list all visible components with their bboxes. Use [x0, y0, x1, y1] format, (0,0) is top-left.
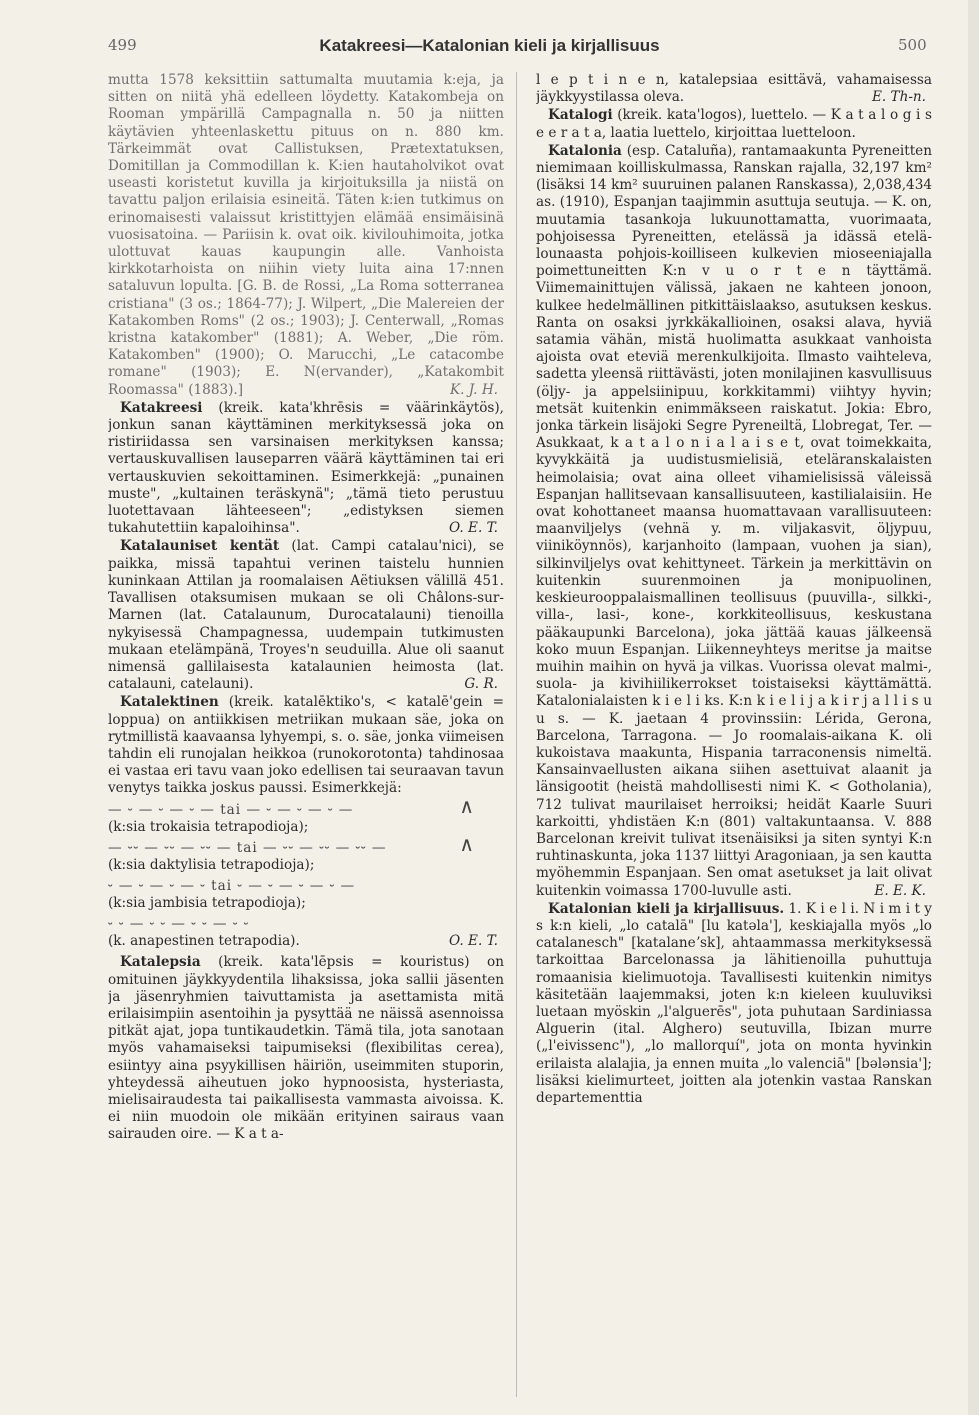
entry-katalauniset-kentat: Katalauniset kentät (lat. Campi catalau'nici), se paikka, missä tapahtui verinen taistelu hunnien kuninkaan Attilan ja roomalaisen Aëtiuksen välillä 451. Tavallisen otaksumisen mukaan se oli Châlons-sur-Marnen (lat. Catalaunum, Durocatalauni) tienoilla nykyisessä Champagnessa, uudempain tutkimusten mukaan etelämpänä, Troyes'n seuduilla. Alue oli saanut nimensä gallilaisesta katalaunien heimosta (lat. catalauni, catelauni). G. R.: [108, 538, 504, 693]
caret-icon: ∧: [459, 793, 474, 818]
meter-caption-1: (k:sia trokaisia tetrapodioja);: [108, 818, 309, 835]
meter-caption-4: (k. anapestinen tetrapodia). O. E. T.: [108, 933, 504, 950]
entry-katalektinen: Katalektinen (kreik. katalēktiko's, < katalē'gein = loppua) on antiikkisen metriikan mukaan säe, joka on rytmillistä kaavaansa lyhyempi, s. o. säe, jonka viimeisen tahdin eli runojalan heikkoa (runokorotonta) tahdinosaa ei vastaa eri tavu vaan joko edellisen tai seuraavan tavun venytys taikka joskus paussi. Esimerkkejä:: [108, 694, 504, 797]
author-signature: E. Th-n.: [871, 89, 926, 106]
caret-icon: ∧: [459, 831, 474, 856]
page-number-right: 500: [898, 36, 927, 54]
meter-caption-3: (k:sia jambisia tetrapodioja);: [108, 894, 306, 911]
running-title: Katakreesi—Katalonian kieli ja kirjallisuus: [319, 36, 660, 55]
meter-example-1: — ⏑ — ⏑ — ⏑ — tai — ⏑ — ⏑ — ⏑ — ∧: [108, 793, 474, 818]
headword: Katalonia: [548, 142, 622, 159]
page-edge: [968, 0, 979, 1415]
meter-example-2: — ⏑⏑ — ⏑⏑ — ⏑⏑ — tai — ⏑⏑ — ⏑⏑ — ⏑⏑ — ∧: [108, 831, 474, 856]
author-signature: K. J. H.: [449, 381, 498, 398]
katalepsia-continuation: l e p t i n e n, katalepsiaa esittävä, vahamaisessa jäykkyystilassa oleva. E. Th-n.: [536, 72, 932, 106]
meter-example-4: ⏑ ⏑ — ⏑ ⏑ — ⏑ ⏑ — ⏑ ⏑: [108, 916, 250, 933]
headword: Katalogi: [548, 107, 613, 124]
entry-katakreesi: Katakreesi (kreik. kata'khrēsis = väärinkäytös), jonkun sanan käyttäminen merkityksessä joka on ristiriidassa sen varsinaisen merkityksen kanssa; vertauskuvallisen lauseparren väärä käyttäminen tai eri vertauskuvien sekoittaminen. Esimerkkejä: „punainen muste", „kultainen teräskynä"; „tämä tieto perustuu luotettavaan lähteeseen"; „edistyksen siemen tukahutettiin kapaloihinsa". O. E. T.: [108, 399, 504, 537]
article-continuation: mutta 1578 keksittiin sattumalta muutamia k:eja, ja sitten on niitä yhä edelleen löydetty. Katakombeja on Rooman ympärillä Campagnalla n. 50 ja niitten käytävien yhteenlaskettu pituus on n. 880 km. Tärkeimmät ovat Callistuksen, Prætextatuksen, Domitillan ja Commodillan k. K:ien hautaholvikot ovat useasti koristetut kuvilla ja kirjoituksilla ja niistä on tavattu paljon erilaisia esineitä. Täten k:ien tutkimus on erinomaisesti valaissut kristittyjen elämää ensimäisinä vuosisatoina. — Pariisin k. ovat oik. kivilouhimoita, jotka ulottuvat kauas kaupungin alle. Vanhoista kirkkotarhoista on niihin viety luita aina 17:nnen sataluvun lopulta. [G. B. de Rossi, „La Roma sotterranea cristiana" (3 os.; 1864-77); J. Wilpert, „Die Malereien der Katakomben Roms" (2 os.; 1903); J. Centerwall, „Romas kristna katakomber" (1881); A. Weber, „Die röm. Katakomben" (1900); O. Marucchi, „Le catacombe romane" (1903); E. N(ervander), „Katakombit Roomassa" (1883).] K. J. H.: [108, 72, 504, 398]
entry-katalonian-kieli: Katalonian kieli ja kirjallisuus. 1. K i e l i. N i m i t y s k:n kieli, „lo catalā" [lu katəla'], keskiajalla myös „lo catalanesch" [katalaneʼsk], ahtaammassa merkityksessä tarkoittaa Barcelonassa ja lähitienoilla puhuttuja romaanisia kielimuotoja. Tavallisesti kuitenkin nimitys käsitetään laajemmaksi, joten k:n kieleen kuuluviksi luetaan myöskin „l'alguerēs", jota puhutaan Sardiniassa Alguerin (ital. Alghero) seutuvilla, Ibizan murre („l'eivissenc"), „lo mallorquí", jota on monta hyvinkin erilaista alalajia, ja ennen muita „lo valenciā" [bələnsia']; lisäksi kielimurteet, joitten ala jotenkin vastaa Ranskan departementtia: [536, 900, 932, 1106]
right-column: [536, 72, 932, 1402]
entry-katalonia: Katalonia (esp. Cataluña), rantamaakunta Pyreneitten niemimaan koilliskulmassa, Ranskan rajalla, 32,197 km² (lisäksi 14 km² suuruinen palanen Ranskassa), 2,038,434 as. (1910), Espanjan taajimmin asuttuja seutuja. — K. on, muutamia tasankoja lukuunottamatta, vuorimaata, pohjoisessa Pyreneitten, etelässä ja idässä etelä-lounaasta pohjois-koilliseen kulkevien mioseeniajalla poimettuneitten K:n v u o r t e n täyttämä. Viimemainittujen välissä, jakaen ne kahteen jonoon, kulkee hedelmällinen pitkittäislaakso, asutuksen keskus. Ranta on osaksi jyrkkäkallioinen, osaksi alava, hyviä satamia vähän, mistä huolimatta asukkaat vanhoista ajoista ovat eteviä merenkulkijoita. Ilmasto vaihteleva, sadetta yleensä riittävästi, joten monilajinen kasvullisuus (öljy- ja appelsiinipuu, korkkitammi) viihtyy hyvin; metsät kuitenkin enimmäkseen raiskatut. Jokia: Ebro, jonka tärkein lisäjoki Segre Pyreneiltä, Llobregat, Ter. — Asukkaat, k a t a l o n i a l a i s e t, ovat toimekkaita, kyvykkäitä ja uudistusmielisiä, eteläranskalaisten heimolaisia; ovat aina olleet vihamielisissä väleissä Espanjan hallitsevaan kansallisuuteen, kastilialaisiin. He ovat kohottaneet maansa huomattavaan varallisuuteen: maanviljelys (vehnä y. m. viljakasvit, öljypuu, viiniköynnös), karjanhoito (lampaan, vuohen ja sian), silkinviljelys ovat kehittyneet. Tärkein ja merkittävin on kuitenkin suurenmoinen ja monipuolinen, keskieurooppalaismallinen teollisuus (puuvilla-, silkki-, villa-, lasi-, kone-, korkkiteollisuus, keskustana pääkaupunki Barcelona), joka jättää kauas jälkeensä koko muun Espanjan. Liikenneyhteys meritse ja maitse muihin maihin on hyvä ja vilkas. Vuorissa olevat malmi-, suola- ja kivihiilikerrokset toistaiseksi käyttämättä. Katalonialaisten k i e l i ks. K:n k i e l i j a k i r j a l l i s u u s. — K. jaetaan 4 provinssiin: Lérida, Gerona, Barcelona, Tarragona. — Jo roomalais-aikana K. oli kukoistava maakunta, Hispania tarraconensis nimeltä. Kansainvaellusten aikana siihen asettuivat alaanit ja länsigootit (heistä mahdollisesti nimi K. < Gotholania), 712 tulivat maurilaiset herroiksi; heidät Kaarle Suuri karkoitti, yhdistäen K:n (801) valtakuntaansa. V. 888 Barcelonan kreivit tulivat itsenäisiksi ja siten syntyi K:n ruhtinaskunta, joka 1137 liittyi Aragoniaan, ja sen kautta myöhemmin Espanjaan. Sen omat asetukset ja lait olivat kuitenkin voimassa 1700-luvulle asti. E. E. K.: [536, 142, 932, 899]
headword: Katalauniset kentät: [120, 538, 280, 555]
left-column: [108, 72, 504, 1402]
headword: Katalektinen: [120, 694, 219, 711]
meter-caption-2: (k:sia daktylisia tetrapodioja);: [108, 856, 315, 873]
entry-katalogi: Katalogi (kreik. kata'logos), luettelo. — K a t a l o g i s e e r a t a, laatia luettelo, kirjoittaa luetteloon.: [536, 107, 932, 141]
page-header: [0, 36, 979, 66]
meter-example-3: ⏑ — ⏑ — ⏑ — ⏑ tai ⏑ — ⏑ — ⏑ — ⏑ —: [108, 877, 356, 894]
headword: Katalepsia: [120, 954, 201, 971]
author-signature: O. E. T.: [449, 520, 498, 537]
entry-katalepsia: Katalepsia (kreik. kata'lēpsis = kouristus) on omituinen jäykkyydentila lihaksissa, joka sallii jäsenten ja jäsenryhmien taivuttamista ja asettamista mitä erilaisimpiin asentoihin ja pysyttää ne näissä asennoissa pitkät ajat, jopa tuntikaudetkin. Tämä tila, jota sanotaan myös vahamaiseksi taipumiseksi (flexibilitas cerea), esiintyy aina psyykillisen häiriön, useimmiten stuporin, yhteydessä aiheutuen joko hypnoosista, hysteriasta, mielisairaudesta tai paikallisesta vammasta aivoissa. K. ei niin muodoin ole mikään erityinen sairaus vaan sairauden oire. — K a t a-: [108, 954, 504, 1143]
author-signature: O. E. T.: [449, 933, 498, 950]
headword: Katakreesi: [120, 399, 203, 416]
author-signature: E. E. K.: [874, 882, 926, 899]
page-number-left: 499: [108, 36, 137, 54]
author-signature: G. R.: [464, 676, 498, 693]
column-divider: [516, 72, 517, 1397]
headword: Katalonian kieli ja kirjallisuus.: [548, 900, 785, 917]
